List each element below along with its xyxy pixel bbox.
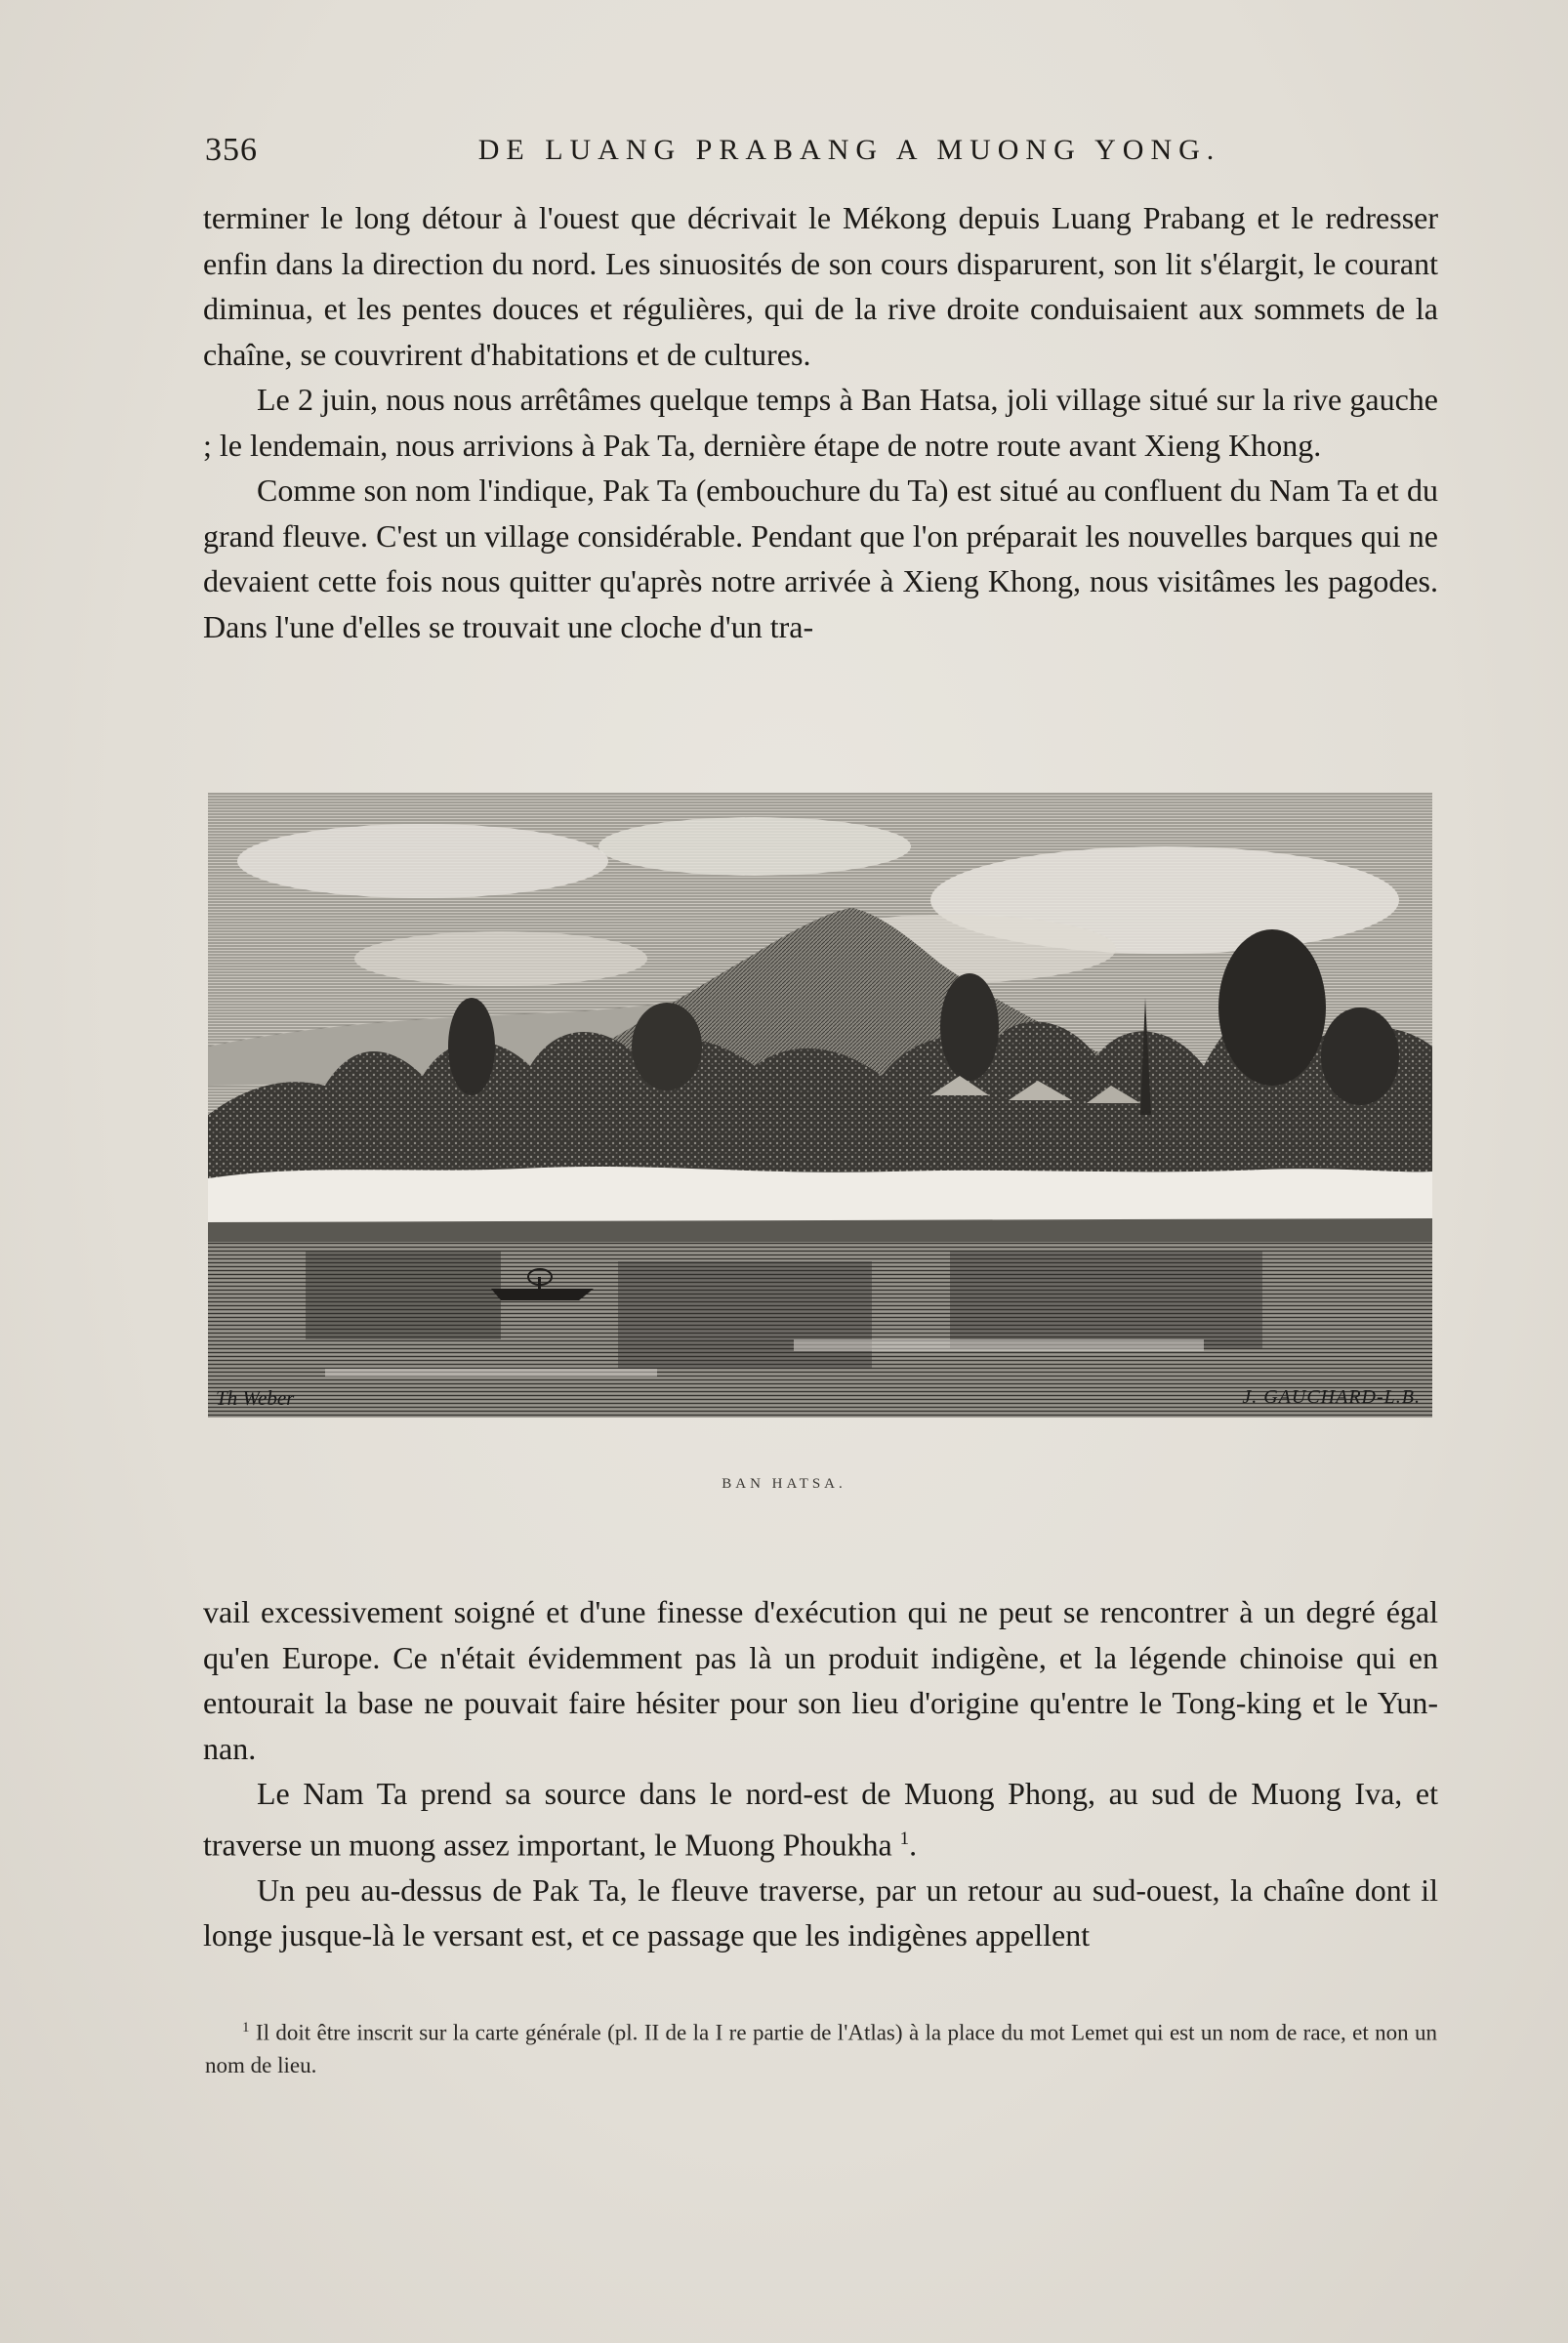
running-head: DE LUANG PRABANG A MUONG YONG. <box>477 134 1221 166</box>
body-text-top <box>203 195 1438 649</box>
figure-caption: BAN HATSA. <box>722 1476 846 1492</box>
engraving-landscape <box>208 793 1432 1418</box>
reflection <box>306 1252 501 1339</box>
cloud <box>237 824 608 898</box>
cloud <box>354 931 647 986</box>
paragraph: Comme son nom l'indique, Pak Ta (embouchure du Ta) est situé au confluent du Nam Ta et du grand fleuve. C'est un village considérable. Pendant que l'on préparait les nouvelles barques qui ne devaient cette fois nous quitter qu'après notre arrivée à Xieng Khong, nous visitâmes les pagodes. Dans l'une d'elles se trouvait une cloche d'un tra- <box>203 473 1438 644</box>
paragraph-end: . <box>909 1827 918 1863</box>
page-number: 356 <box>205 132 258 168</box>
paragraph: terminer le long détour à l'ouest que décrivait le Mékong depuis Luang Prabang et le redresser enfin dans la direction du nord. Les sinuosités de son cours disparurent, son lit s'élargit, le courant diminua, et les pentes douces et régulières, qui de la rive droite conduisaient aux sommets de la chaîne, se couvrirent d'habitations et de cultures. <box>203 200 1438 372</box>
engraver-signature-left: Th Weber <box>216 1386 295 1410</box>
paragraph: Le 2 juin, nous nous arrêtâmes quelque temps à Ban Hatsa, joli village situé sur la rive gauche ; le lendemain, nous arrivions à Pak Ta, dernière étape de notre route avant Xieng Khong. <box>203 382 1438 463</box>
water-glint <box>794 1339 1204 1351</box>
footnote-reference[interactable]: 1 <box>899 1828 910 1849</box>
reflection <box>618 1261 872 1369</box>
body-text-bottom <box>203 1589 1438 1958</box>
boat-figure <box>538 1277 541 1291</box>
cloud <box>598 817 911 876</box>
engraving-illustration <box>208 793 1432 1418</box>
bank-shadow <box>208 1218 1432 1244</box>
tree <box>940 973 999 1081</box>
paragraph: vail excessivement soigné et d'une finesse d'exécution qui ne peut se rencontrer à un degré égal qu'en Europe. Ce n'était évidemment pas là un produit indigène, et la légende chinoise qui en entourait la base ne pouvait faire hésiter pour son lieu d'origine qu'entre le Tong-king et le Yun-nan. <box>203 1594 1438 1766</box>
water-glint <box>325 1369 657 1377</box>
engraver-signature-right: J. GAUCHARD-L.B. <box>1242 1386 1421 1408</box>
tree <box>632 1003 702 1090</box>
tree <box>1321 1007 1399 1105</box>
boat <box>491 1289 594 1300</box>
paragraph: Un peu au-dessus de Pak Ta, le fleuve traverse, par un retour au sud-ouest, la chaîne dont il longe jusque-là le versant est, et ce passage que les indigènes appellent <box>203 1871 1438 1953</box>
page-header <box>205 132 1435 181</box>
footnote <box>205 2012 1437 2081</box>
paragraph <box>203 1771 1438 1868</box>
reflection <box>950 1252 1262 1349</box>
tree <box>1218 929 1326 1086</box>
footnote-mark: 1 <box>242 2020 250 2035</box>
footnote-text: Il doit être inscrit sur la carte générale (pl. II de la I re partie de l'Atlas) à la place du mot Lemet qui est un nom de race, et non un nom de lieu. <box>205 2020 1437 2077</box>
paragraph-text: Le Nam Ta prend sa source dans le nord-est de Muong Phong, au sud de Muong Iva, et traverse un muong assez important, le Muong Phoukha <box>203 1776 1438 1863</box>
tree <box>448 998 495 1095</box>
